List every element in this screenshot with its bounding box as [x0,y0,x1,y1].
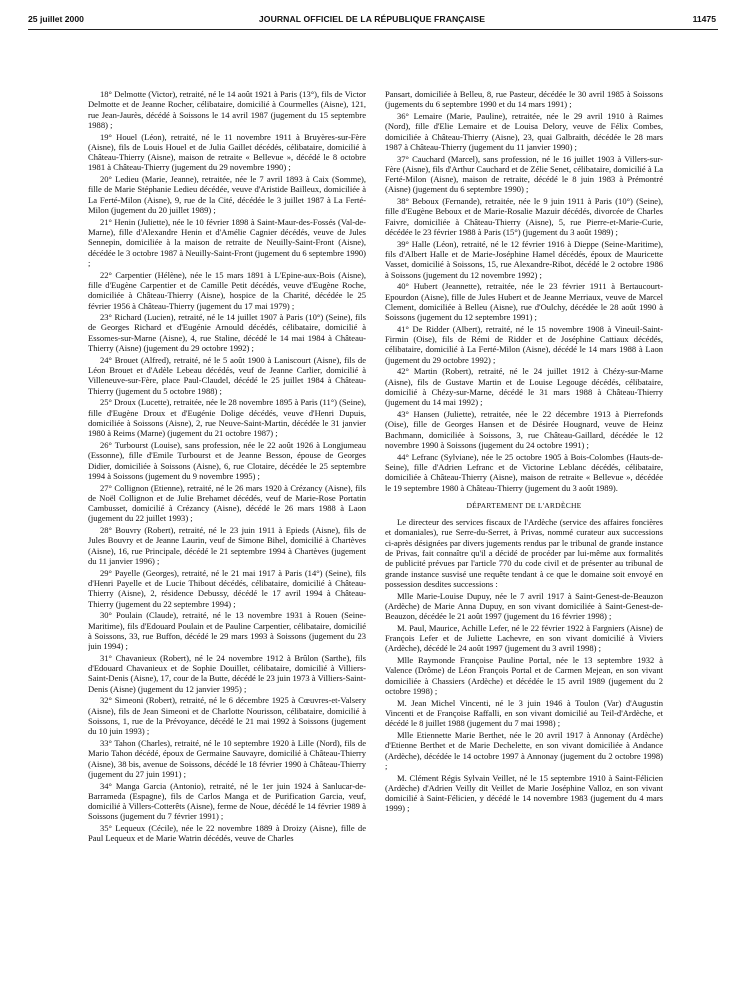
entry-paragraph: 42° Martin (Robert), retraité, né le 24 juillet 1912 à Chézy-sur-Marne (Aisne), fils de Gustave Martin et de Louise Legouge décédés, célibataire, domicilié à Chézy-sur-Marne, décédé le 31 mars 1988 à Château-Thierry (jugement du 14 mai 1992) ; [385,366,663,408]
entry-paragraph: 23° Richard (Lucien), retraité, né le 14 juillet 1907 à Paris (10°) (Seine), fils de Georges Richard et d'Eugénie Arnould décédés, célibataire, domicilié à Essomes-sur-Marne (Aisne), 4, rue Staline, décédé le 14 mai 1984 à Château-Thierry (Aisne) (jugement du 29 octobre 1992) ; [88,312,366,354]
entry-paragraph: Mlle Etiennette Marie Berthet, née le 20 avril 1917 à Annonay (Ardèche) d'Etienne Berthet et de Marie Dechelette, en son vivant domiciliée à Andance (Ardèche), décédée le 14 octobre 1997 à Annonay (jugement du 2 octobre 1998) ; [385,729,663,771]
entry-paragraph: 20° Ledieu (Marie, Jeanne), retraitée, née le 7 avril 1893 à Caix (Somme), fille de Marie Stéphanie Ledieu décédée, veuve d'Aristide Bailleux, domiciliée à La Ferté-Milon (Aisne), 9, rue de la Cité, décédée le 3 juillet 1987 à La Ferté-Milon (jugement du 20 juillet 1989) ; [88,174,366,216]
entry-paragraph: 22° Carpentier (Hélène), née le 15 mars 1891 à L'Epine-aux-Bois (Aisne), fille d'Eugène Carpentier et de Camille Petit décédés, veuve d'Eugène Roche, domiciliée à Château-Thierry (Aisne), hospice de la Charité, décédée le 25 février 1956 à Château-Thierry (jugement du 17 mai 1979) ; [88,269,366,311]
header-title: JOURNAL OFFICIEL DE LA RÉPUBLIQUE FRANÇAISE [258,14,486,24]
entry-paragraph: 33° Tahon (Charles), retraité, né le 10 septembre 1920 à Lille (Nord), fils de Mario Tahon décédé, époux de Germaine Sauvayre, domicilié à Château-Thierry (Aisne), 38 bis, avenue de Soissons, décédé le 18 février 1990 à Château-Thierry (jugement du 27 juin 1991) ; [88,737,366,779]
entry-paragraph: 19° Houel (Léon), retraité, né le 11 novembre 1911 à Bruyères-sur-Fère (Aisne), fils de Louis Houel et de Julia Gaillet décédés, célibataire, domicilié à Château-Thierry (Aisne), maison de retraite « Bellevue », décédé le 8 octobre 1981 à Château-Thierry (jugement du 29 novembre 1990) ; [88,131,366,173]
right-column [385,89,663,979]
entry-paragraph: 18° Delmotte (Victor), retraité, né le 14 août 1921 à Paris (13°), fils de Victor Delmotte et de Jeanne Rocher, célibataire, domicilié à Courmelles (Aisne), 121, rue Jean-Jaurès, décédé à Soissons le 14 avril 1987 (jugement du 15 septembre 1988) ; [88,89,366,130]
entry-paragraph: 21° Henin (Juliette), née le 10 février 1898 à Saint-Maur-des-Fossés (Val-de-Marne), fille d'Alexandre Henin et d'Amélie Cagnier décédés, veuve de Jules Sennepin, domiciliée à la maison de retraite de Neuilly-Saint-Front (Aisne), décédée le 3 octobre 1987 à Neuilly-Saint-Front (jugement du 6 septembre 1990) ; [88,216,366,268]
entry-paragraph: 41° De Ridder (Albert), retraité, né le 15 novembre 1908 à Vineuil-Saint-Firmin (Oise), fils de Rémi de Ridder et de Joséphine Cattiaux décédés, célibataire, domicilié à La Ferté-Milon (Aisne), décédé le 14 mars 1988 à Laon (jugement du 29 octobre 1992) ; [385,323,663,365]
entry-paragraph: 25° Droux (Lucette), retraitée, née le 28 novembre 1895 à Paris (11°) (Seine), fille d'Eugène Droux et d'Eugénie Dolige décédés, veuve d'Henri Dupuis, domiciliée à Soissons (Aisne), 2, rue Neuve-Saint-Martin, décédée le 31 janvier 1980 à Reims (Marne) (jugement du 21 octobre 1987) ; [88,397,366,439]
entry-paragraph: 32° Simeoni (Robert), retraité, né le 6 décembre 1925 à Cœuvres-et-Valsery (Aisne), fils de Jean Simeoni et de Charlotte Nourisson, célibataire, domicilié à Soissons, 1, rue de la Prévoyance, décédé le 21 mai 1992 à Soissons (jugement du 10 juin 1993) ; [88,695,366,737]
entry-paragraph: 37° Cauchard (Marcel), sans profession, né le 16 juillet 1903 à Villers-sur-Fère (Aisne), fils d'Arthur Cauchard et de Zélie Senet, célibataire, domicilié à La Ferté-Milon (Aisne), maison de retraite, décédé le 8 juin 1983 à Prémontré (Aisne) (jugement du 6 septembre 1990) ; [385,153,663,195]
entry-paragraph-continued: Pansart, domiciliée à Belleu, 8, rue Pasteur, décédée le 30 avril 1985 à Soissons (jugements du 6 septembre 1990 et du 14 mars 1991) ; [385,89,663,110]
entry-paragraph: 27° Collignon (Etienne), retraité, né le 26 mars 1920 à Crézancy (Aisne), fils de Noël Collignon et de Julie Brehamet décédés, veuf de Marie-Rose Portatin Cambusset, domicilié à Crézancy (Aisne), décédé le 26 mars 1988 à Laon (jugement du 22 juillet 1993) ; [88,482,366,524]
entry-paragraph: Mlle Raymonde Françoise Pauline Portal, née le 13 septembre 1932 à Valence (Drôme) de Léon François Portal et de Carmen Mejean, en son vivant domiciliée à Chassiers (Ardèche) et décédée le 15 avril 1989 (jugement du 2 octobre 1998) ; [385,655,663,697]
entry-paragraph: 36° Lemaire (Marie, Pauline), retraitée, née le 29 avril 1910 à Raimes (Nord), fille d'Elie Lemaire et de Louisa Delory, veuve de Félix Combes, domiciliée à Château-Thierry (Aisne), 23, quai Galbraith, décédée le 28 mars 1987 à Château-Thierry (jugement du 11 janvier 1990) ; [385,110,663,152]
header-rule [28,29,718,30]
entry-paragraph: 26° Turbourst (Louise), sans profession, née le 22 août 1926 à Longjumeau (Essonne), fille d'Emile Turbourst et de Jeanne Besson, épouse de Georges Didier, domiciliée à Soissons (Aisne), 6, rue Clotaire, décédée le 25 septembre 1994 à Soissons (jugement du 9 novembre 1995) ; [88,439,366,481]
entry-paragraph: M. Paul, Maurice, Achille Lefer, né le 22 février 1922 à Fargniers (Aisne) de François Lefer et de Juliette Lachevre, en son vivant domicilié à Viviers (Ardèche), décédé le 24 août 1997 (jugement du 3 avril 1998) ; [385,622,663,654]
entry-paragraph: 40° Hubert (Jeannette), retraitée, née le 23 février 1911 à Bertaucourt-Epourdon (Aisne), fille de Jules Hubert et de Jeanne Merriaux, veuve de Marcel Clement, domiciliée à Belleu (Aisne), rue d'Oulchy, décédée le 28 août 1990 à Soissons (jugement du 12 septembre 1991) ; [385,281,663,323]
entry-paragraph: M. Jean Michel Vincenti, né le 3 juin 1946 à Toulon (Var) d'Augustin Vincenti et de Françoise Raffalli, en son vivant domicilié au Teil-d'Ardèche, et décédé le 8 juillet 1988 (jugement du 7 mai 1998) ; [385,697,663,729]
entry-paragraph: 29° Payelle (Georges), retraité, né le 21 mai 1917 à Paris (14°) (Seine), fils d'Henri Payelle et de Lucie Thibout décédés, célibataire, domicilié à Château-Thierry (Aisne), 2, résidence Debussy, décédé le 17 avril 1994 à Château-Thierry (jugement du 22 septembre 1994) ; [88,567,366,609]
entry-paragraph: Mlle Marie-Louise Dupuy, née le 7 avril 1917 à Saint-Genest-de-Beauzon (Ardèche) de Marie Anna Dupuy, en son vivant domiciliée à Saint-Genest-de-Beauzon, décédée le 21 août 1997 (jugement du 16 février 1998) ; [385,590,663,622]
entry-paragraph: 31° Chavanieux (Robert), né le 24 novembre 1912 à Brûlon (Sarthe), fils d'Edouard Chavanieux et de Sophie Douillet, célibataire, domicilié à Villiers-Saint-Denis (Aisne), 17, cour de la Butte, décédé le 23 juin 1973 à Villiers-Saint-Denis (Aisne) (jugement du 12 janvier 1995) ; [88,652,366,694]
header-date: 25 juillet 2000 [28,14,84,24]
header-page-number: 11475 [692,14,716,24]
entry-paragraph: 44° Lefranc (Sylviane), née le 25 octobre 1905 à Bois-Colombes (Hauts-de-Seine), fille d'Adrien Lefranc et de Victorine Leblanc décédés, célibataire, domiciliée à Château-Thierry (Aisne), maison de retraite « Bellevue », décédée le 19 septembre 1980 à Château-Thierry (jugement du 3 août 1989). [385,451,663,493]
entry-paragraph: M. Clément Régis Sylvain Veillet, né le 15 septembre 1910 à Saint-Félicien (Ardèche) d'Adrien Veilly dit Veillet de Marie Joséphine Valloz, en son vivant domicilié à Saint-Félicien, y décédé le 14 novembre 1983 (jugement du 4 mars 1999) ; [385,772,663,814]
entry-paragraph: 43° Hansen (Juliette), retraitée, née le 22 décembre 1913 à Pierrefonds (Oise), fille de Georges Hansen et de Désirée Hougnard, veuve de Heinz Bachmann, domiciliée à Soissons, 3, rue Château-Gaillard, décédée le 12 novembre 1990 à Soissons (jugement du 24 octobre 1991) ; [385,409,663,450]
entry-paragraph: 28° Bouvry (Robert), retraité, né le 23 juin 1911 à Epieds (Aisne), fils de Jules Bouvry et de Jeanne Laurin, veuf de Simone Bihel, domicilié à Chartèves (Aisne), 16, rue Principale, décédé le 21 septembre 1994 à Chartèves (jugement du 11 janvier 1996) ; [88,525,366,566]
entry-paragraph: 34° Manga Garcia (Antonio), retraité, né le 1er juin 1924 à Sanlucar-de-Barrameda (Espagne), fils de Carlos Manga et de Purification Garcia, veuf, domicilié à Villers-Cotterêts (Aisne), ferme de Noue, décédé le 14 février 1989 à Soissons (jugement du 7 février 1991) ; [88,780,366,822]
entry-paragraph: 39° Halle (Léon), retraité, né le 12 février 1916 à Dieppe (Seine-Maritime), fils d'Albert Halle et de Marie-Joséphine Hamel décédés, époux de Mauricette Vasset, domicilié à Soissons, 15, rue Alexandre-Ribot, décédé le 2 octobre 1986 à Soissons (jugement du 12 novembre 1992) ; [385,238,663,280]
page-header [28,14,716,28]
left-column [88,89,366,979]
section-title: DÉPARTEMENT DE L'ARDÈCHE [466,500,582,510]
entry-paragraph: 35° Lequeux (Cécile), née le 22 novembre 1889 à Droizy (Aisne), fille de Paul Lequeux et de Marie Watrin décédés, veuve de Charles [88,823,366,844]
entry-paragraph: 38° Beboux (Fernande), retraitée, née le 9 juin 1911 à Paris (10°) (Seine), fille d'Eugène Beboux et de Marie-Rosalie Mazuir décédés, divorcée de Charles Faivre, domiciliée à Château-Thierry (Aisne), 5, rue Pierre-et-Marie-Curie, décédée le 23 février 1988 à Paris (15°) (jugement du 3 août 1989) ; [385,196,663,238]
notice-paragraph: Le directeur des services fiscaux de l'Ardèche (service des affaires foncières et domaniales), rue Serre-du-Serret, à Privas, nommé curateur aux successions ci-après désignées par divers jugements rendus par le tribunal de grande instance de Privas, fait connaître qu'il a décidé de procéder par lui-même aux formalités de publicité prévues par l'article 770 du code civil et de présenter au tribunal de grande instance susvisé une requête tendant à ce que le domaine soit envoyé en possession desdites successions : [385,517,663,589]
entry-paragraph: 30° Poulain (Claude), retraité, né le 13 novembre 1931 à Rouen (Seine-Maritime), fils d'Edouard Poulain et de Pauline Carpentier, célibataire, domicilié à Soissons, 33, rue Buffon, décédé le 29 mars 1993 à Soissons (jugement du 23 juin 1994) ; [88,610,366,652]
entry-paragraph: 24° Brouet (Alfred), retraité, né le 5 août 1900 à Laniscourt (Aisne), fils de Léon Brouet et d'Adèle Lebeau décédés, veuf de Jeanne Carlier, domicilié à Villeneuve-sur-Fère, place Paul-Claudel, décédé le 25 juillet 1984 à Château-Thierry (jugement du 5 octobre 1988) ; [88,354,366,396]
